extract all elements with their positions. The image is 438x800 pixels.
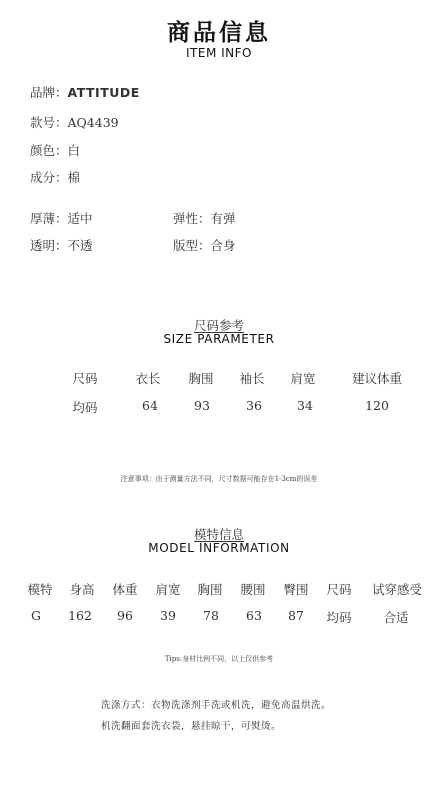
size-value-cell: 36 <box>246 398 262 413</box>
size-header-cell: 建议体重 <box>351 371 402 386</box>
size-value-cell: 93 <box>194 398 210 413</box>
model-value-cell: 均码 <box>326 610 352 625</box>
model-header-cell: 体重 <box>112 582 138 597</box>
page-title: 商品信息 <box>167 20 271 46</box>
model-header-cell: 腰围 <box>240 582 266 597</box>
model-number-row <box>30 113 119 131</box>
thickness-label: 厚薄： <box>30 211 68 226</box>
model-section-title: 模特信息 <box>193 527 244 542</box>
transparency-row <box>30 236 93 254</box>
model-value-cell: 合适 <box>383 610 409 625</box>
page-subtitle: ITEM INFO <box>186 46 252 60</box>
brand-row <box>30 83 140 101</box>
brand-label: 品牌： <box>30 85 68 100</box>
model-header-cell: 模特 <box>27 582 53 597</box>
model-header-cell: 尺码 <box>326 582 352 597</box>
thickness-row <box>30 209 93 227</box>
model-header-cell: 身高 <box>69 582 95 597</box>
model-number-label: 款号： <box>30 115 68 130</box>
model-header-cell: 肩宽 <box>155 582 181 597</box>
fit-label: 版型： <box>173 238 211 253</box>
transparency-value: 不透 <box>67 238 93 253</box>
size-header-cell: 尺码 <box>72 371 98 386</box>
size-header-cell: 肩宽 <box>290 371 316 386</box>
model-value-cell: 87 <box>288 608 304 623</box>
elasticity-row <box>173 209 236 227</box>
model-value-cell: 162 <box>68 608 92 623</box>
color-row <box>30 141 80 159</box>
model-value-cell: 39 <box>160 608 176 623</box>
elasticity-label: 弹性： <box>173 211 211 226</box>
size-value-cell: 均码 <box>72 400 98 415</box>
size-value-cell: 120 <box>365 398 389 413</box>
material-label: 成分： <box>30 170 68 185</box>
model-value-cell: 78 <box>203 608 219 623</box>
model-note: Tips:身材比例不同，以上仅供参考 <box>164 655 274 663</box>
color-value: 白 <box>67 143 81 158</box>
material-row <box>30 168 80 186</box>
size-section-title: 尺码参考 <box>193 318 244 333</box>
size-header-cell: 袖长 <box>239 371 265 386</box>
elasticity-value: 有弹 <box>210 211 236 226</box>
model-section-subtitle: MODEL INFORMATION <box>148 541 290 555</box>
model-value-cell: G <box>31 608 41 623</box>
size-header-cell: 胸围 <box>188 371 214 386</box>
size-section-subtitle: SIZE PARAMETER <box>163 332 275 346</box>
transparency-label: 透明： <box>30 238 68 253</box>
material-value: 棉 <box>67 170 81 185</box>
model-value-cell: 63 <box>246 608 262 623</box>
thickness-value: 适中 <box>67 211 93 226</box>
care-instruction-line: 洗涤方式：衣物洗涤剂手洗或机洗，避免高温烘洗。 <box>101 700 332 711</box>
fit-row <box>173 236 236 254</box>
size-note: 注意事项：由于测量方法不同，尺寸数据可能存在1-3cm的误差 <box>120 475 318 483</box>
size-header-cell: 衣长 <box>135 371 161 386</box>
model-header-cell: 试穿感受 <box>371 582 422 597</box>
brand-value: ATTITUDE <box>67 85 140 100</box>
care-instruction-line: 机洗翻面套洗衣袋，悬挂晾干，可熨烫。 <box>101 721 282 732</box>
model-header-cell: 胸围 <box>197 582 223 597</box>
fit-value: 合身 <box>210 238 236 253</box>
model-number-value: AQ4439 <box>67 115 119 130</box>
size-value-cell: 34 <box>297 398 313 413</box>
model-value-cell: 96 <box>117 608 133 623</box>
size-value-cell: 64 <box>142 398 158 413</box>
model-header-cell: 臀围 <box>283 582 309 597</box>
color-label: 颜色： <box>30 143 68 158</box>
